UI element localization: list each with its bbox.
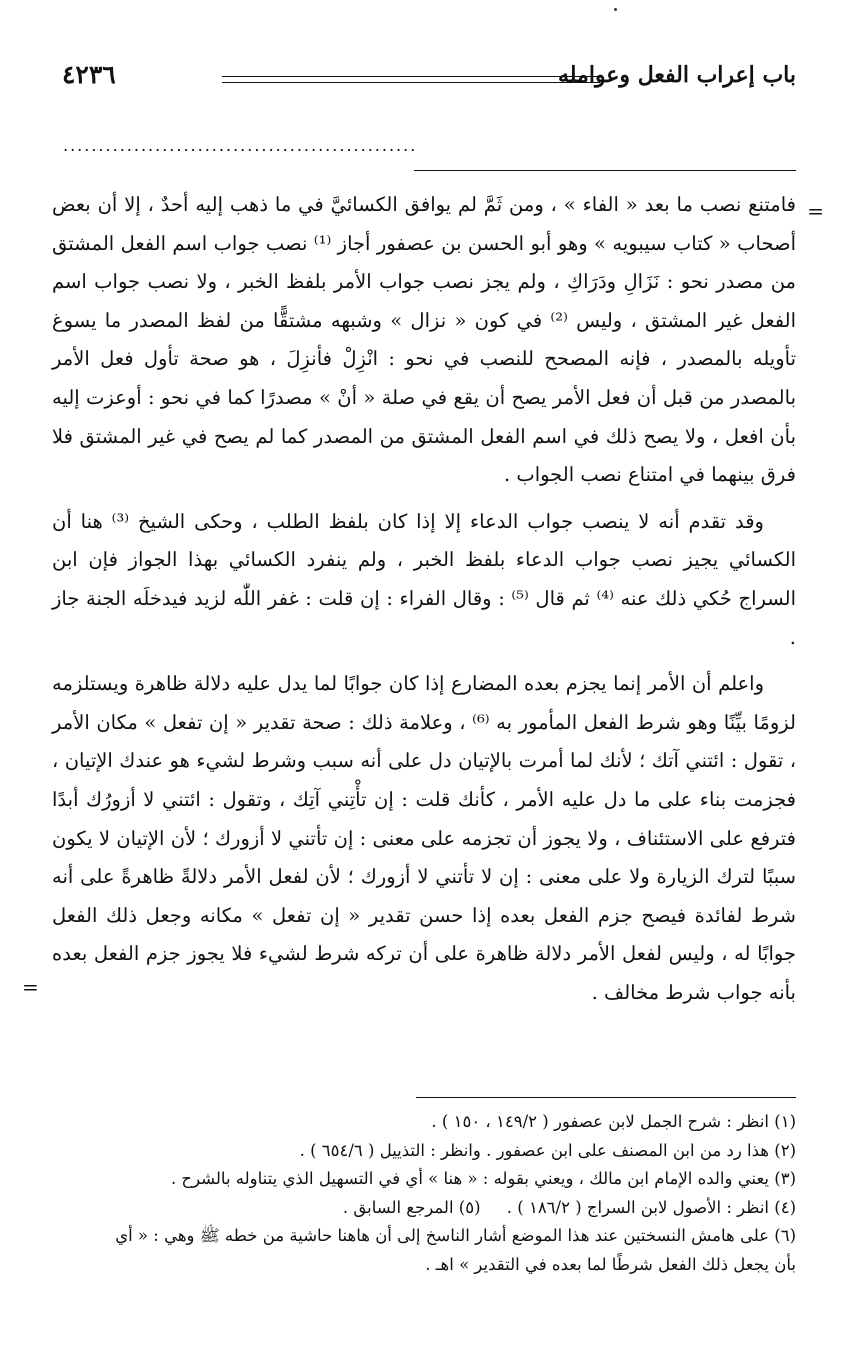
footnote-6-continued: بأن يجعل ذلك الفعل شرطًا لما بعده في التقدير » اهـ .: [425, 1254, 796, 1274]
footnote-3: (٣) يعني والده الإمام ابن مالك ، ويعني بقوله : « هنا » أي في التسهيل الذي يتناوله بالشرح .: [170, 1169, 796, 1188]
body-text: [22, 186, 824, 1012]
footnote-2: (٢) هذا رد من ابن المصنف على ابن عصفور . وانظر : التذييل ( ٦٥٤/٦ ) .: [299, 1140, 796, 1160]
continuation-mark-end: =: [22, 974, 39, 999]
footnote-4-5: (٤) انظر : الأصول لابن السراج ( ١٨٦/٢ ) . (٥) المرجع السابق .: [342, 1197, 796, 1217]
running-head: [62, 62, 796, 96]
continuation-mark-start: =: [807, 199, 824, 223]
separator-dots: ..................................................: [63, 136, 418, 155]
body-paragraph-3: واعلم أن الأمر إنما يجزم بعده المضارع إذا كان جوابًا لما يدل عليه دلالة ظاهرة ويستلزمه لزومًا بيِّنًا وهو شرط الفعل المأمور به ⁽⁶⁾ ، وعلامة ذلك : صحة تقدير « إن تفعل » مكان الأمر ، تقول : ائتني آتك ؛ لأنك لما أمرت بالإتيان دل على أنه سبب وشرط لشيء هو عندك الإتيان ، فجزمت بناء على ما دل عليه الأمر ، كأنك قلت : إن تأْتِني آتِك ، وتقول : ائتني لا أزورُك أبدًا فترفع على الاستئناف ، ولا يجوز أن تجزمه على معنى : إن تأتني لا أزورك ؛ لأن الإتيان لا يكون سببًا لترك الزيارة ولا على معنى : إن لا تأتني لا أزورك ؛ لأن لفعل الأمر دلالةً ظاهرةً على أنه شرط لفائدة فيصح جزم الفعل بعده إذا حسن تقدير « إن تفعل » مكانه وجعل ذلك الفعل جوابًا له ، وليس لفعل الأمر دلالة ظاهرة على أن تركه شرط لشيء فلا يجوز جزم الفعل بعده بأنه جواب شرط مخالف .: [52, 672, 796, 1004]
body-paragraph-1: فامتنع نصب ما بعد « الفاء » ، ومن ثَمَّ لم يوافق الكسائيَّ في ما ذهب إليه أحدٌ ، إلا أن بعض أصحاب « كتاب سيبويه » وهو أبو الحسن بن عصفور أجاز ⁽¹⁾ نصب جواب اسم الفعل المشتق من مصدر نحو : نَزَالِ ودَرَاكِ ، ولم يجز نصب جواب الأمر بلفظ الخبر ، ولا نصب جواب اسم الفعل غير المشتق ، وليس ⁽²⁾ في كون « نزال » وشبهه مشتقًّا من لفظ المصدر ما يسوغ تأويله بالمصدر ، فإنه المصحح للنصب في نحو : انْزِلْ فأنزِلَ ، هو صحة تأول فعل الأمر بالمصدر من قبل أن فعل الأمر يصح أن يقع في صلة « أنْ » مصدرًا كما في نحو : أوعزت إليه بأن افعل ، ولا يصح ذلك في اسم الفعل المشتق من المصدر كما لم يصح في غير المشتق فلا فرق بينهما في امتناع نصب الجواب .: [52, 193, 797, 487]
footnote-1: (١) انظر : شرح الجمل لابن عصفور ( ١٤٩/٢ ، ١٥٠ ) .: [431, 1112, 796, 1131]
page-speck: [614, 8, 617, 11]
body-paragraph-2: وقد تقدم أنه لا ينصب جواب الدعاء إلا إذا كان بلفظ الطلب ، وحكى الشيخ ⁽³⁾ هنا أن الكسائي يجيز نصب جواب الدعاء بلفظ الخبر ، ولم ينفرد الكسائي بهذا الجواز فإن ابن السراج حُكي ذلك عنه ⁽⁴⁾ ثم قال ⁽⁵⁾ : وقال الفراء : إن قلت : غفر اللّٰه لزيد فيدخلَه الجنة جاز .: [52, 509, 796, 649]
text-top-rule: [414, 170, 796, 171]
footnotes: [70, 1108, 796, 1279]
running-title: باب إعراب الفعل وعوامله: [557, 62, 796, 88]
page-number: ٤٢٣٦: [62, 60, 116, 89]
footnote-6: (٦) على هامش النسختين عند هذا الموضع أشار الناسخ إلى أن هاهنا حاشية من خطه ﷺ وهي : « أي: [115, 1226, 796, 1245]
footnote-rule: [416, 1097, 796, 1098]
header-double-rule: [222, 76, 600, 83]
